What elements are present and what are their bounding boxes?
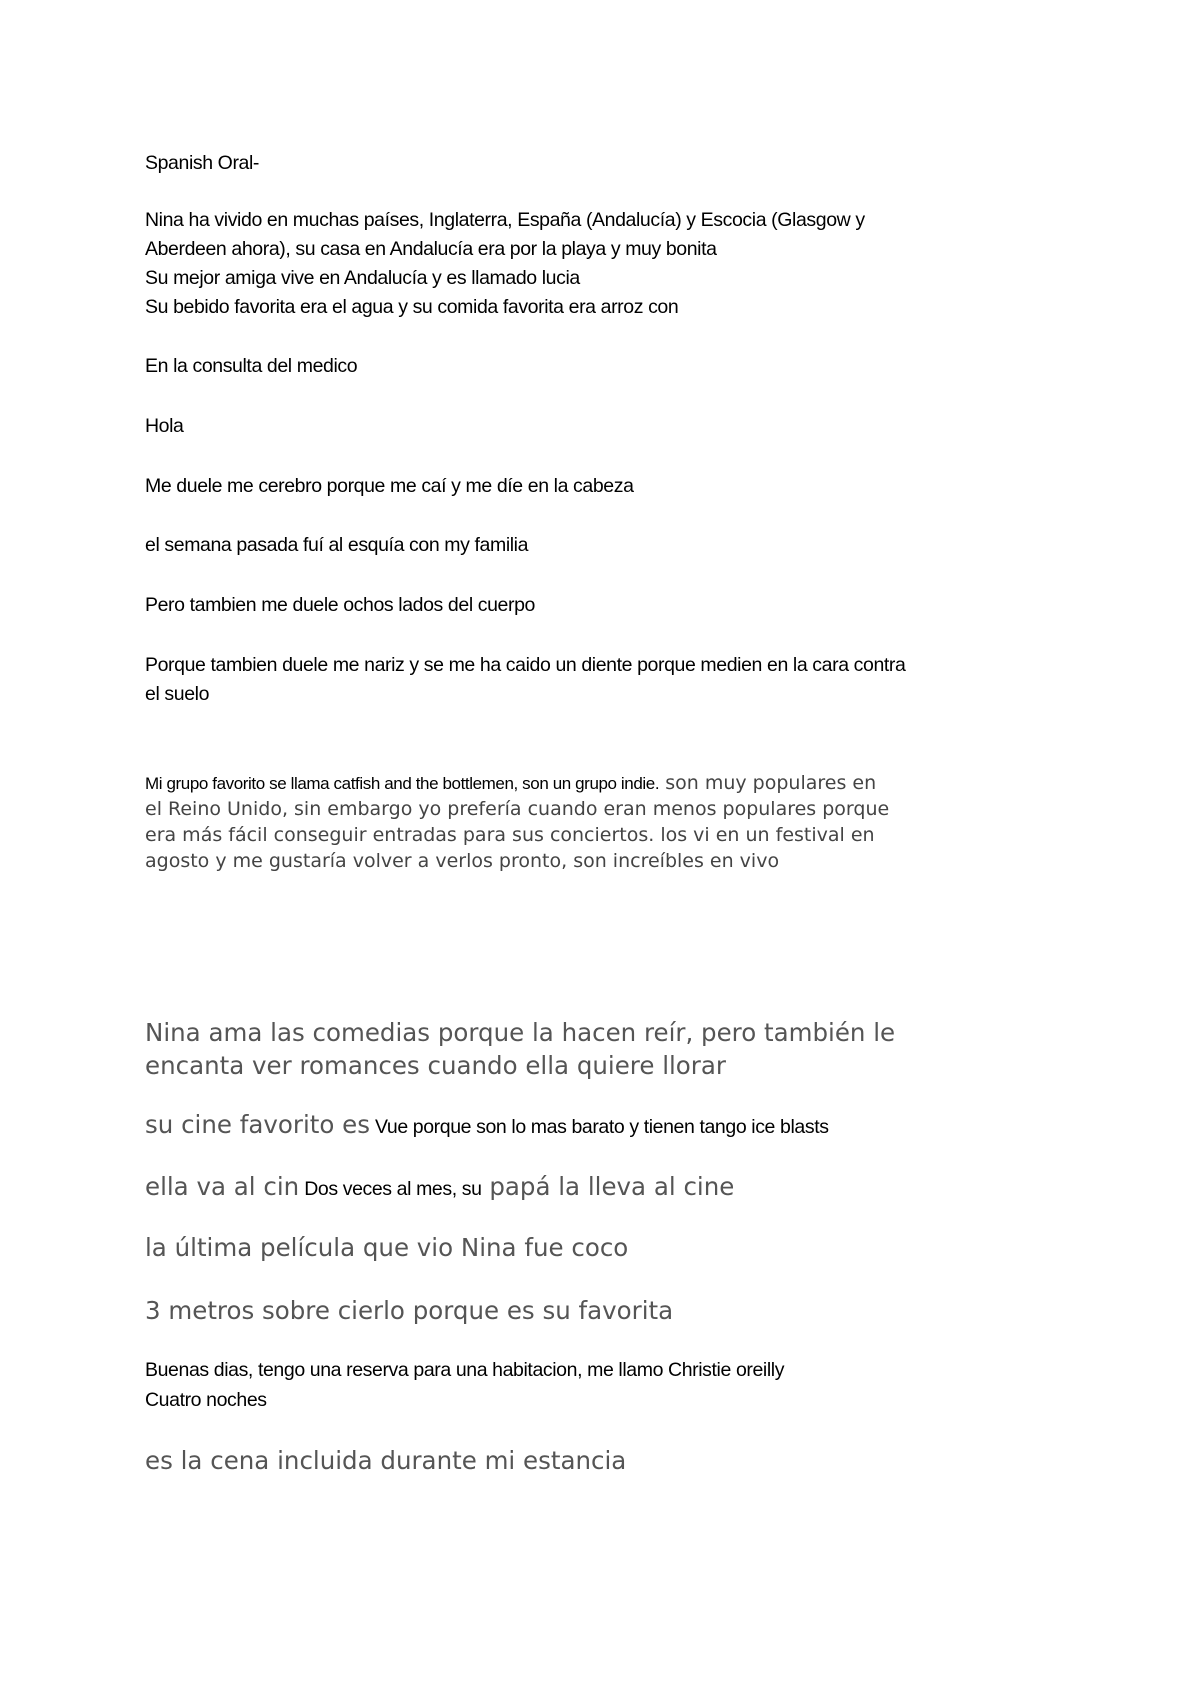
grupo-line-3: era más fácil conseguir entradas para sus conciertos. los vi en un festival en: [145, 824, 875, 846]
grupo-line-1-rest: son muy populares en: [659, 772, 877, 794]
duele-line-2: Pero tambien me duele ochos lados del cuerpo: [145, 594, 535, 616]
grupo-small-text: Mi grupo favorito se llama catfish and the bottlemen, son un grupo indie.: [145, 774, 660, 793]
va-small-text: Dos veces al mes, su: [299, 1178, 482, 1200]
comedias-line-2: encanta ver romances cuando ella quiere llorar: [145, 1051, 726, 1080]
medico-heading: En la consulta del medico: [145, 355, 358, 377]
grupo-line-4: agosto y me gustaría volver a verlos pronto, son increíbles en vivo: [145, 850, 780, 872]
duele-line-1: Me duele me cerebro porque me caí y me díe en la cabeza: [145, 475, 634, 497]
intro-line-4: Su bebido favorita era el agua y su comida favorita era arroz con: [145, 296, 679, 318]
cena-line: es la cena incluida durante mi estancia: [145, 1446, 627, 1475]
cine-big-text: su cine favorito es: [145, 1110, 370, 1139]
nariz-line-1: Porque tambien duele me nariz y se me ha caido un diente porque medien en la cara contra: [145, 654, 906, 676]
va-big-text-1: ella va al cin: [145, 1172, 300, 1201]
va-line: [145, 1170, 734, 1206]
comedias-line-1: Nina ama las comedias porque la hacen reír, pero también le: [145, 1018, 896, 1047]
cine-small-text: Vue porque son lo mas barato y tienen tango ice blasts: [369, 1116, 829, 1138]
nariz-line-2: el suelo: [145, 683, 210, 705]
grupo-line-2: el Reino Unido, sin embargo yo prefería cuando eran menos populares porque: [145, 798, 890, 820]
intro-line-2: Aberdeen ahora), su casa en Andalucía era por la playa y muy bonita: [145, 238, 717, 260]
intro-line-1: Nina ha vivido en muchas países, Inglaterra, España (Andalucía) y Escocia (Glasgow y: [145, 209, 865, 231]
intro-line-3: Su mejor amiga vive en Andalucía y es llamado lucia: [145, 267, 580, 289]
hotel-line-2: Cuatro noches: [145, 1389, 267, 1411]
metros-line: 3 metros sobre cierlo porque es su favorita: [145, 1296, 674, 1325]
document-title: Spanish Oral-: [145, 152, 260, 174]
hola-line: Hola: [145, 415, 184, 437]
hotel-line-1: Buenas dias, tengo una reserva para una habitacion, me llamo Christie oreilly: [145, 1359, 785, 1381]
grupo-line-1: [145, 770, 876, 797]
ultima-line: la última película que vio Nina fue coco: [145, 1233, 629, 1262]
semana-line: el semana pasada fuí al esquía con my familia: [145, 534, 529, 556]
va-big-text-2: papá la lleva al cine: [481, 1172, 735, 1201]
cine-line: [145, 1108, 829, 1144]
